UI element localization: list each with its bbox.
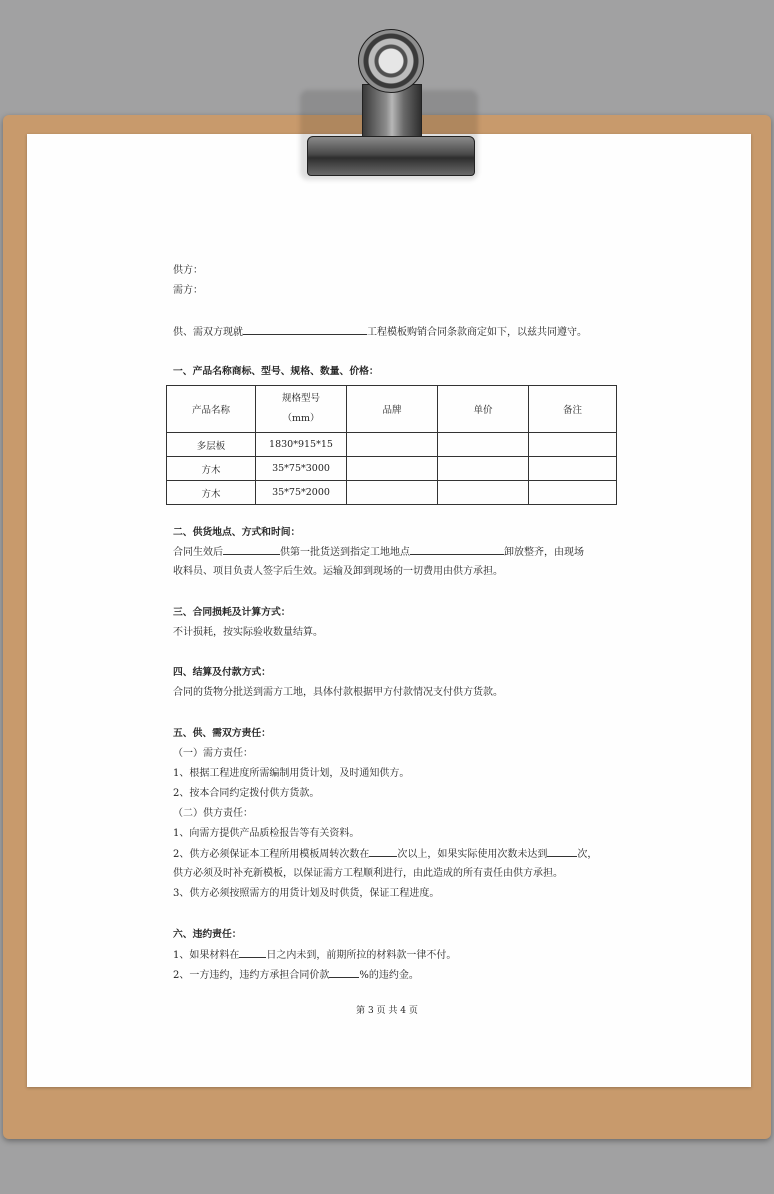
header-brand: 品牌 — [347, 386, 438, 433]
section2-title: 二、供货地点、方式和时间： — [173, 527, 301, 538]
table-row — [167, 433, 617, 457]
cell-price[interactable] — [438, 481, 529, 505]
table-row — [167, 457, 617, 481]
turnover-count-blank[interactable] — [369, 847, 397, 857]
section3-title: 三、合同损耗及计算方式： — [173, 607, 291, 618]
supplier-duty-3: 3、供方必须按照需方的用货计划及时供货，保证工程进度。 — [173, 888, 440, 899]
buyer-duty-1: 1、根据工程进度所需编制用货计划，及时通知供方。 — [173, 768, 410, 779]
section2-line1 — [173, 545, 584, 560]
buyer-duty-heading: （一）需方责任： — [173, 748, 253, 759]
cell-spec: 1830*915*15 — [256, 433, 347, 457]
section2-line2: 收料员、项目负责人签字后生效。运输及卸到现场的一切费用由供方承担。 — [173, 566, 503, 577]
section2-text-a: 合同生效后 — [173, 547, 223, 558]
project-name-blank[interactable] — [243, 325, 367, 335]
cell-remarks[interactable] — [529, 481, 617, 505]
cell-spec: 35*75*3000 — [256, 457, 347, 481]
intro-suffix: 工程模板购销合同条款商定如下，以兹共同遵守。 — [367, 327, 587, 338]
header-remarks: 备注 — [529, 386, 617, 433]
cell-product: 多层板 — [167, 433, 256, 457]
supplier-duty-2-b: 次以上，如果实际使用次数未达到 — [397, 849, 548, 860]
cell-brand[interactable] — [347, 457, 438, 481]
header-product-name: 产品名称 — [167, 386, 256, 433]
header-unit-price: 单价 — [438, 386, 529, 433]
breach-2-b: %的违约金。 — [359, 970, 419, 981]
supplier-duty-1: 1、向需方提供产品质检报告等有关资料。 — [173, 828, 360, 839]
binder-clip-base — [307, 136, 475, 176]
delivery-site-blank[interactable] — [410, 545, 504, 555]
header-spec-unit: （mm） — [282, 413, 320, 424]
actual-count-blank[interactable] — [547, 847, 577, 857]
cell-remarks[interactable] — [529, 433, 617, 457]
section5-title: 五、供、需双方责任： — [173, 728, 271, 739]
cell-product: 方木 — [167, 457, 256, 481]
section4-text: 合同的货物分批送到需方工地，具体付款根据甲方付款情况支付供方货款。 — [173, 687, 503, 698]
supplier-duty-2-c: 次， — [577, 849, 598, 860]
supplier-duty-2-line2: 供方必须及时补充新模板，以保证需方工程顺利进行，由此造成的所有责任由供方承担。 — [173, 868, 563, 879]
cell-remarks[interactable] — [529, 457, 617, 481]
section4-title: 四、结算及付款方式： — [173, 667, 271, 678]
supplier-duty-2-a: 2、供方必须保证本工程所用模板周转次数在 — [173, 849, 370, 860]
supplier-label: 供方： — [173, 265, 203, 276]
effective-days-blank[interactable] — [223, 545, 280, 555]
section1-title: 一、产品名称商标、型号、规格、数量、价格： — [173, 366, 379, 377]
cell-price[interactable] — [438, 457, 529, 481]
supplier-duty-2 — [173, 847, 597, 862]
table-row — [167, 481, 617, 505]
cell-brand[interactable] — [347, 481, 438, 505]
penalty-percent-blank[interactable] — [329, 968, 359, 978]
breach-2-a: 2、一方违约，违约方承担合同价款 — [173, 970, 330, 981]
cell-spec: 35*75*2000 — [256, 481, 347, 505]
document-page — [27, 134, 751, 1087]
intro-prefix: 供、需双方现就 — [173, 327, 243, 338]
table-header-row — [167, 386, 617, 433]
section6-title: 六、违约责任： — [173, 929, 242, 940]
intro-line — [173, 325, 587, 340]
breach-1-a: 1、如果材料在 — [173, 950, 240, 961]
section3-text: 不计损耗，按实际验收数量结算。 — [173, 627, 323, 638]
header-spec-label: 规格型号 — [281, 393, 320, 404]
cell-product: 方木 — [167, 481, 256, 505]
breach-line-1 — [173, 948, 456, 963]
section2-text-c: 卸放整齐，由现场 — [504, 547, 584, 558]
buyer-duty-2: 2、按本合同约定拨付供方货款。 — [173, 788, 320, 799]
buyer-label: 需方： — [173, 285, 203, 296]
breach-line-2 — [173, 968, 419, 983]
cell-price[interactable] — [438, 433, 529, 457]
supplier-duty-heading: （二）供方责任： — [173, 808, 253, 819]
cell-brand[interactable] — [347, 433, 438, 457]
header-spec — [256, 386, 347, 433]
section2-text-b: 供第一批货送到指定工地地点 — [280, 547, 410, 558]
binder-clip-ring-icon — [358, 29, 424, 93]
breach-1-b: 日之内未到，前期所拉的材料款一律不付。 — [266, 950, 457, 961]
page-number: 第 3 页 共 4 页 — [356, 1006, 418, 1016]
product-spec-table — [166, 385, 617, 505]
delivery-days-blank[interactable] — [239, 948, 266, 958]
